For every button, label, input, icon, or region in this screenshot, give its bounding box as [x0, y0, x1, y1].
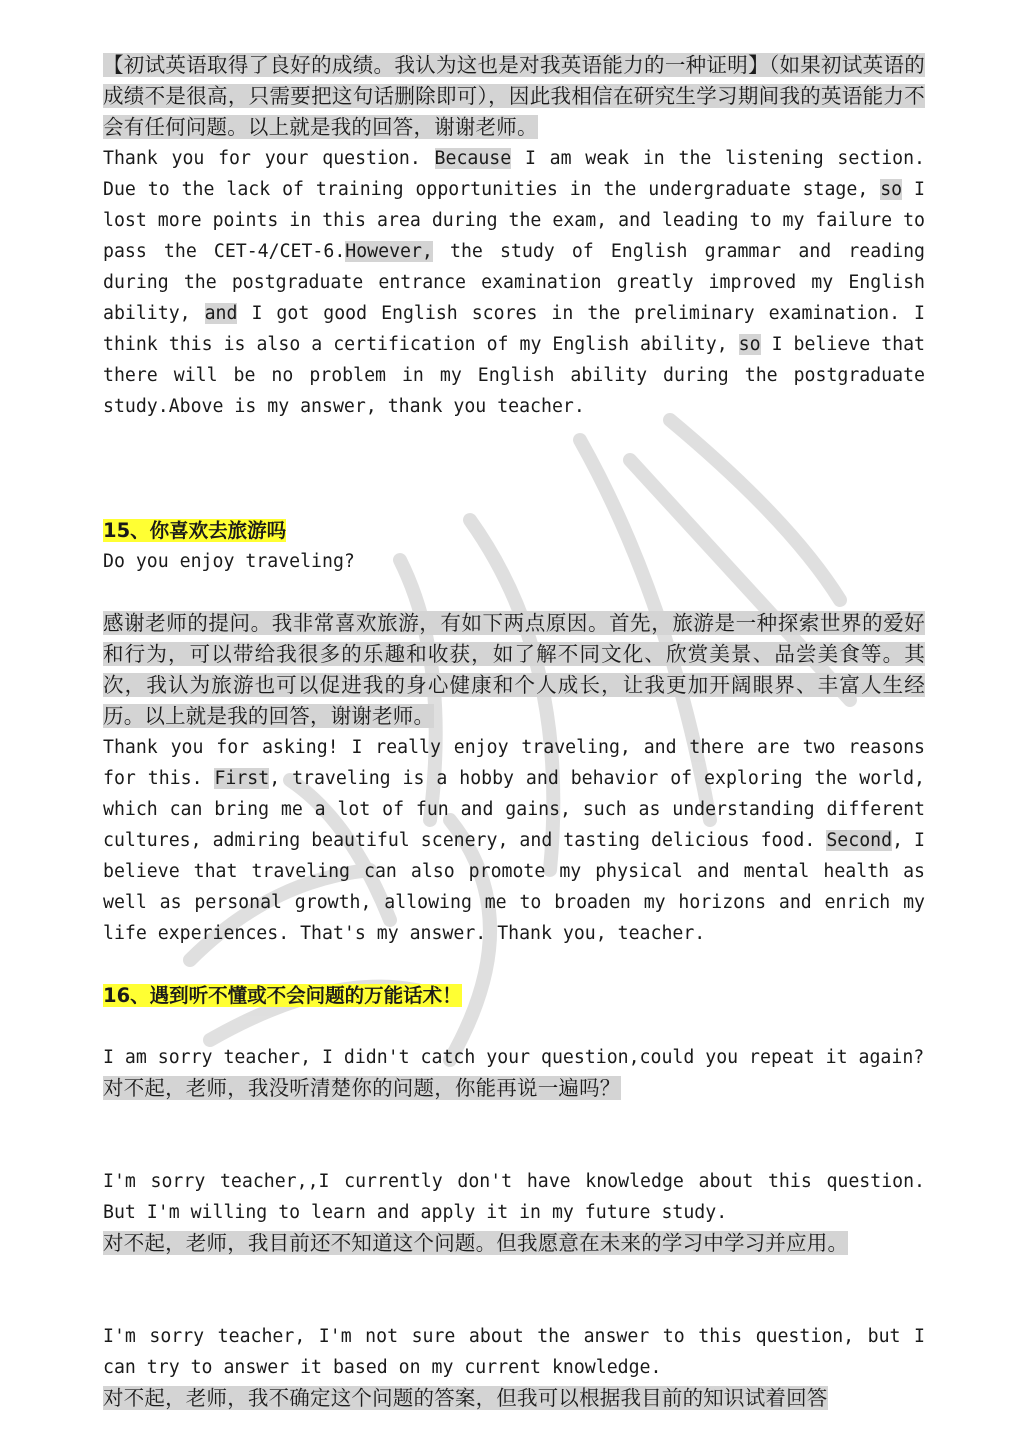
en-text: , traveling is a hobby and behavior of exploring the world, which can bring me a lot of fun and gains, such as understanding different cultures, admiring beautiful scenery, and tasting delicious food. — [103, 768, 925, 851]
spacer — [103, 1259, 925, 1321]
q16-phrase-1-zh — [103, 1073, 925, 1104]
highlight-word: First — [214, 768, 270, 789]
q15-heading — [103, 515, 925, 546]
q16-phrase-3-zh — [103, 1383, 925, 1414]
q16-phrase-1-zh-text: 对不起，老师，我没听清楚你的问题，你能再说一遍吗？ — [103, 1076, 621, 1100]
q16-phrase-2-en: I'm sorry teacher,,I currently don't have knowledge about this question. But I'm willing to learn and apply it in my future study. — [103, 1171, 925, 1223]
en-text: , I believe that traveling can also promote my physical and mental health as well as personal growth, allowing me to broaden my horizons and enrich my life experiences. That's my answer. Thank you, teacher. — [103, 830, 925, 944]
q16-title: 16、遇到听不懂或不会问题的万能话术！ — [103, 984, 462, 1007]
en-text: I lost more points in this area during the exam, and leading to my failure to pass the CET-4/CET-6. — [103, 179, 925, 262]
spacer — [103, 949, 925, 980]
q16-phrase-2-zh — [103, 1228, 925, 1259]
document-page — [103, 50, 925, 1414]
spacer — [103, 577, 925, 608]
highlight-word: Because — [434, 148, 512, 169]
q14-answer-zh-text: 【初试英语取得了良好的成绩。我认为这也是对我英语能力的一种证明】（如果初试英语的成绩不是很高，只需要把这句话删除即可），因此我相信在研究生学习期间我的英语能力不会有任何问题。以上就是我的回答，谢谢老师。 — [103, 53, 925, 139]
en-text: Thank you for your question. — [103, 148, 435, 169]
en-text: I got good English scores in the preliminary examination. I think this is also a certification of my English ability, — [103, 303, 925, 355]
q15-answer-zh — [103, 608, 925, 732]
en-text: Thank you for asking! I really enjoy traveling, and there are two reasons for this. — [103, 737, 925, 789]
spacer — [103, 422, 925, 515]
highlight-word: and — [204, 303, 238, 324]
q16-heading — [103, 980, 925, 1011]
q14-answer-zh — [103, 50, 925, 143]
q15-title: 15、你喜欢去旅游吗 — [103, 519, 287, 542]
en-text: I believe that there will be no problem in my English ability during the postgraduate study.Above is my answer, thank you teacher. — [103, 334, 925, 417]
highlight-word: However, — [345, 241, 433, 262]
q16-phrase-1-en: I am sorry teacher, I didn't catch your question,could you repeat it again? — [103, 1047, 925, 1068]
en-text: the study of English grammar and reading during the postgraduate entrance examination greatly improved my English ability, — [103, 241, 925, 324]
q15-answer-zh-text: 感谢老师的提问。我非常喜欢旅游，有如下两点原因。首先，旅游是一种探索世界的爱好和行为，可以带给我很多的乐趣和收获，如了解不同文化、欣赏美景、品尝美食等。其次，我认为旅游也可以促进我的身心健康和个人成长，让我更加开阔眼界、丰富人生经历。以上就是我的回答，谢谢老师。 — [103, 611, 925, 728]
spacer — [103, 1104, 925, 1166]
highlight-word: so — [738, 334, 761, 355]
q16-phrase-2-zh-text: 对不起，老师，我目前还不知道这个问题。但我愿意在未来的学习中学习并应用。 — [103, 1231, 849, 1255]
q15-question-en: Do you enjoy traveling? — [103, 551, 355, 572]
q16-phrase-3-en: I'm sorry teacher, I'm not sure about the answer to this question, but I can try to answer it based on my current knowledge. — [103, 1326, 925, 1378]
q15-answer-en — [103, 732, 925, 949]
highlight-word: Second — [826, 830, 893, 851]
spacer — [103, 1011, 925, 1042]
highlight-word: so — [880, 179, 903, 200]
en-text: I am weak in the listening section. Due to the lack of training opportunities in the undergraduate stage, — [103, 148, 925, 200]
q16-phrase-3-zh-text: 对不起，老师，我不确定这个问题的答案，但我可以根据我目前的知识试着回答 — [103, 1386, 828, 1410]
q14-answer-en — [103, 143, 925, 422]
